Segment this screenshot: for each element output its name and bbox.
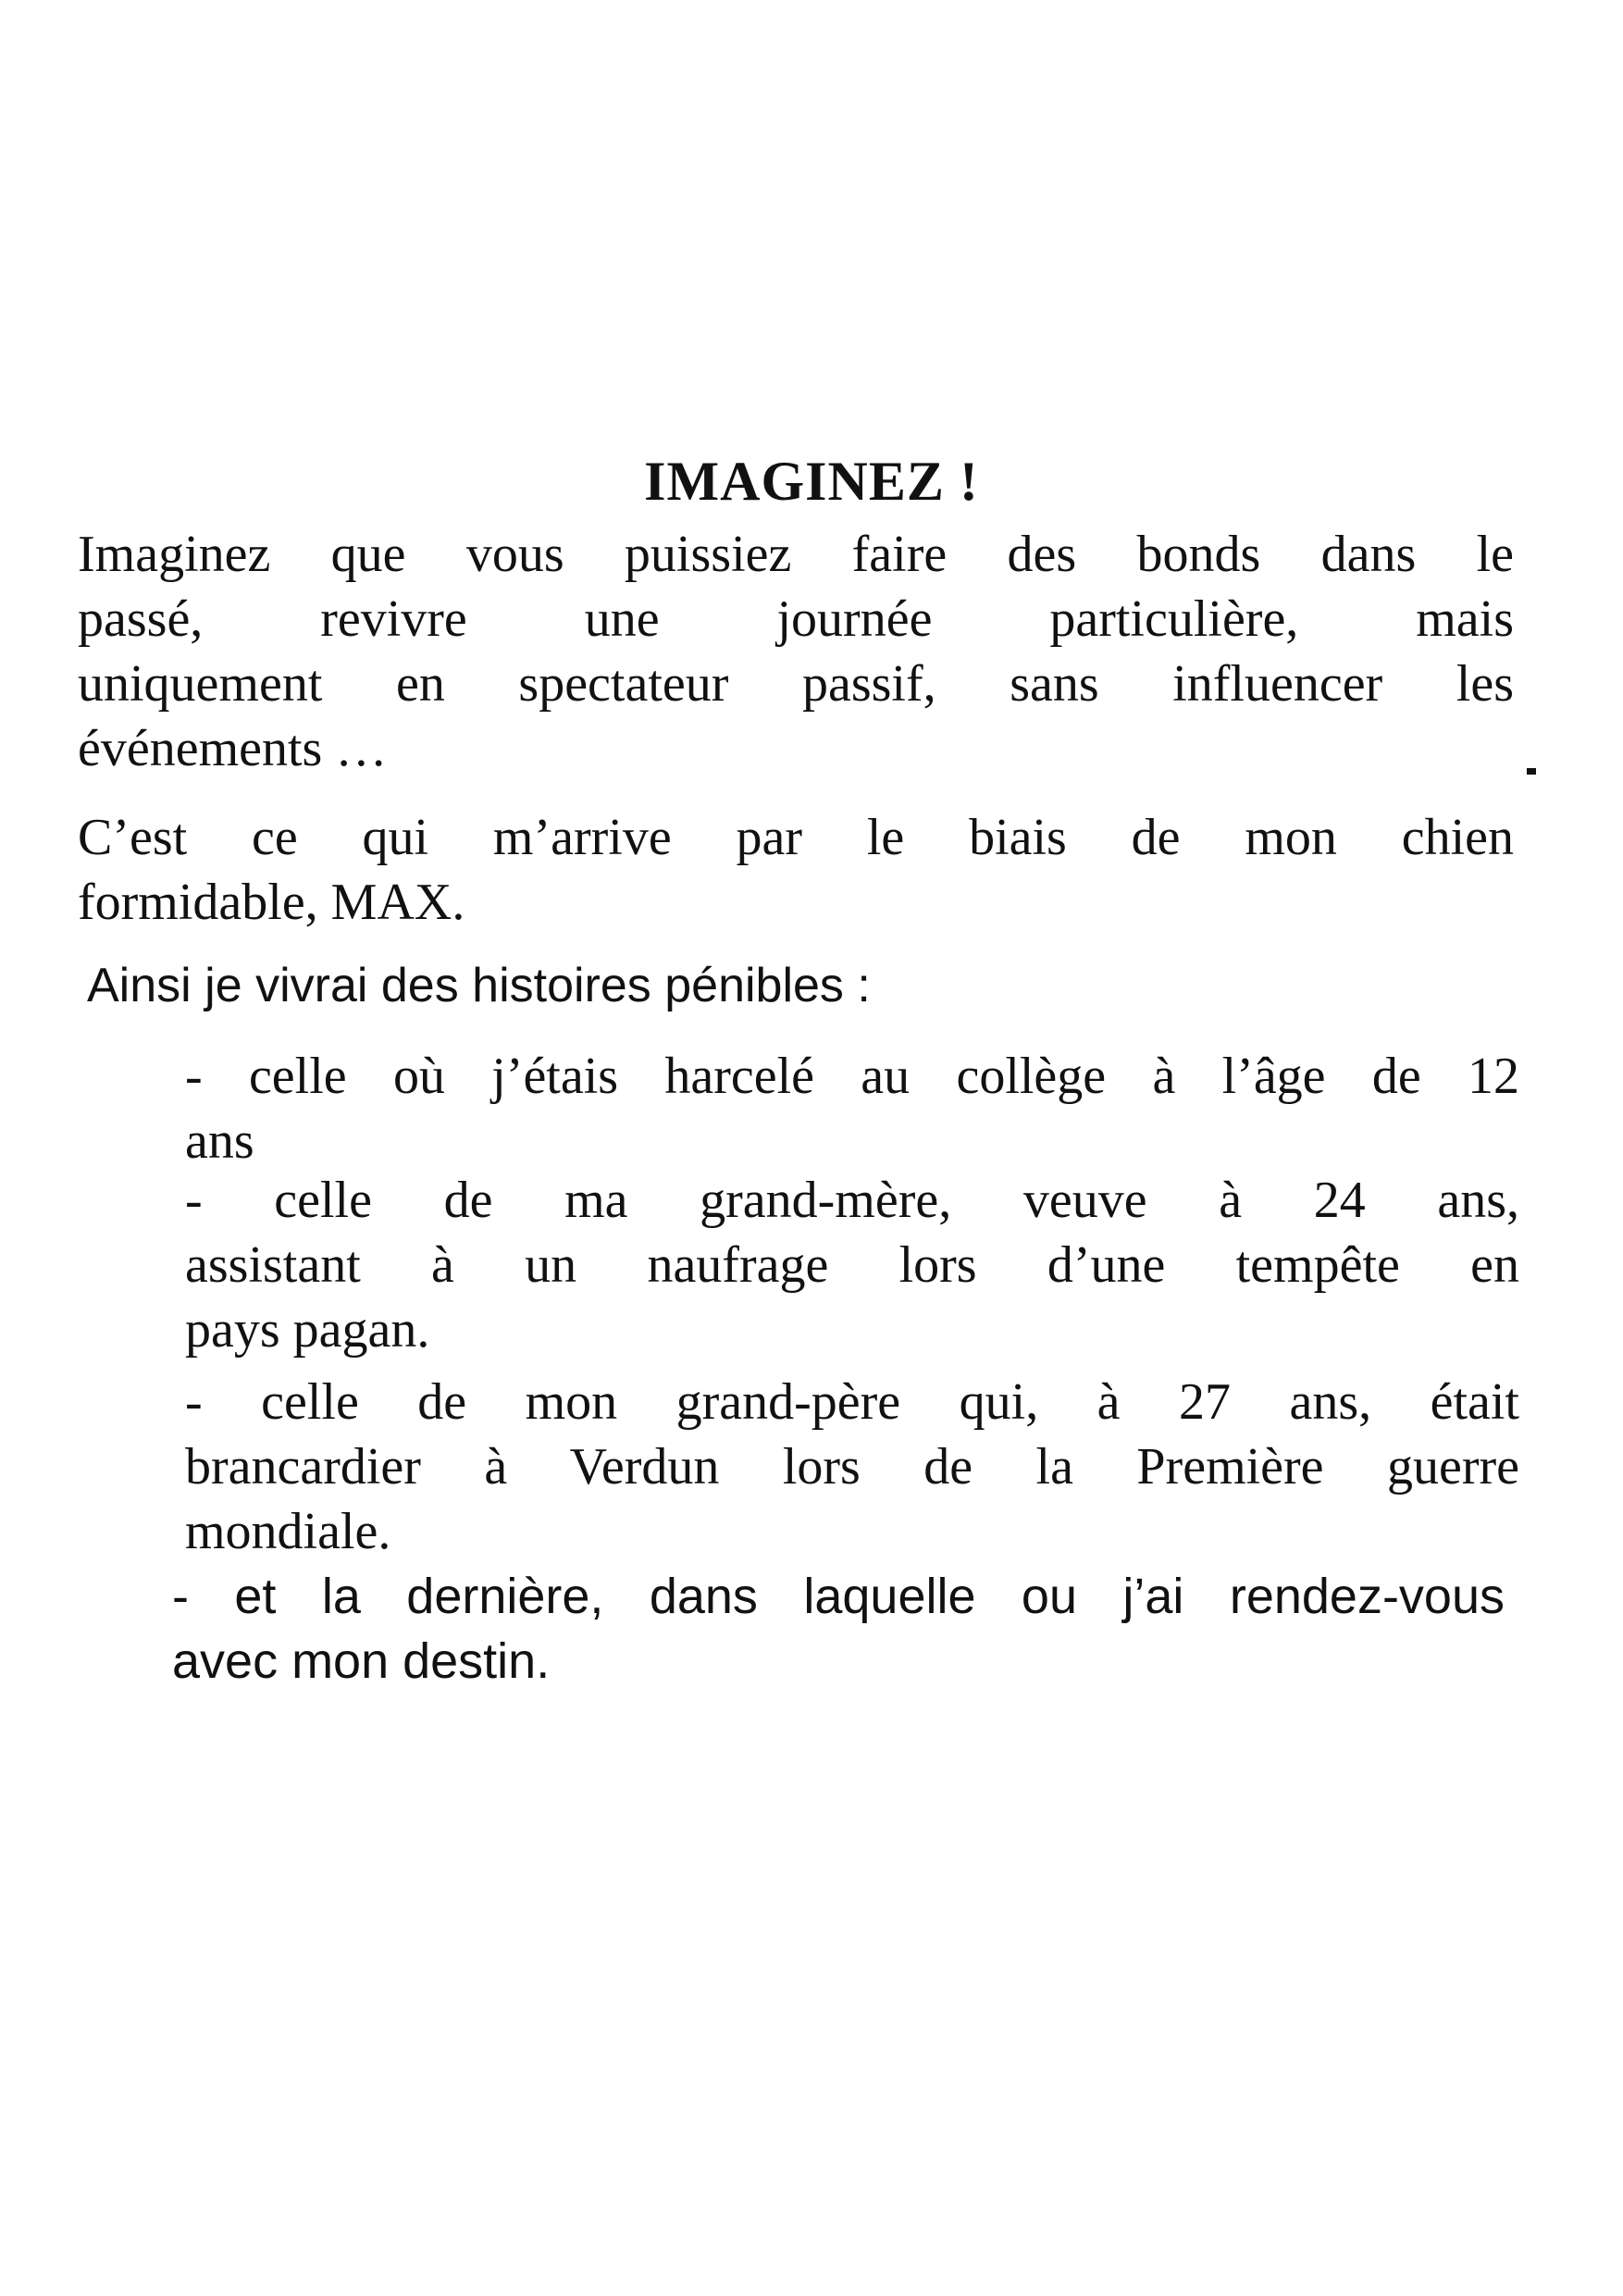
list-item: [185, 1044, 1519, 1173]
list-item: [185, 1168, 1519, 1362]
text-line: passé, revivre une journée particulière, mais: [78, 590, 1514, 648]
text-line: - celle où j’étais harcelé au collège à l’âge de 12: [185, 1048, 1519, 1105]
text-line: pays pagan.: [185, 1301, 430, 1359]
text-line: assistant à un naufrage lors d’une tempête en: [185, 1236, 1519, 1294]
text-line: avec mon destin.: [172, 1633, 551, 1689]
text-line: formidable, MAX.: [78, 874, 465, 931]
text-line: - et la dernière, dans laquelle ou j’ai rendez-vous: [172, 1569, 1505, 1624]
list-item: [172, 1564, 1505, 1694]
text-line: mondiale.: [185, 1503, 391, 1560]
text-line: Imaginez que vous puissiez faire des bonds dans le: [78, 526, 1514, 583]
text-line: ans: [185, 1112, 254, 1170]
text-line: C’est ce qui m’arrive par le biais de mon chien: [78, 809, 1514, 866]
text-line: - celle de ma grand-mère, veuve à 24 ans,: [185, 1172, 1519, 1229]
list-item: [185, 1370, 1519, 1564]
stray-mark: [1527, 768, 1536, 775]
page-title: IMAGINEZ !: [644, 451, 979, 512]
stories-intro: Ainsi je vivrai des histoires pénibles :: [87, 959, 871, 1012]
intro-paragraph: [78, 522, 1514, 781]
text-line: brancardier à Verdun lors de la Première guerre: [185, 1438, 1519, 1496]
text-line: uniquement en spectateur passif, sans influencer les: [78, 655, 1514, 713]
max-paragraph: [78, 805, 1514, 935]
text-line: événements …: [78, 720, 388, 777]
text-line: - celle de mon grand-père qui, à 27 ans, était: [185, 1373, 1519, 1431]
